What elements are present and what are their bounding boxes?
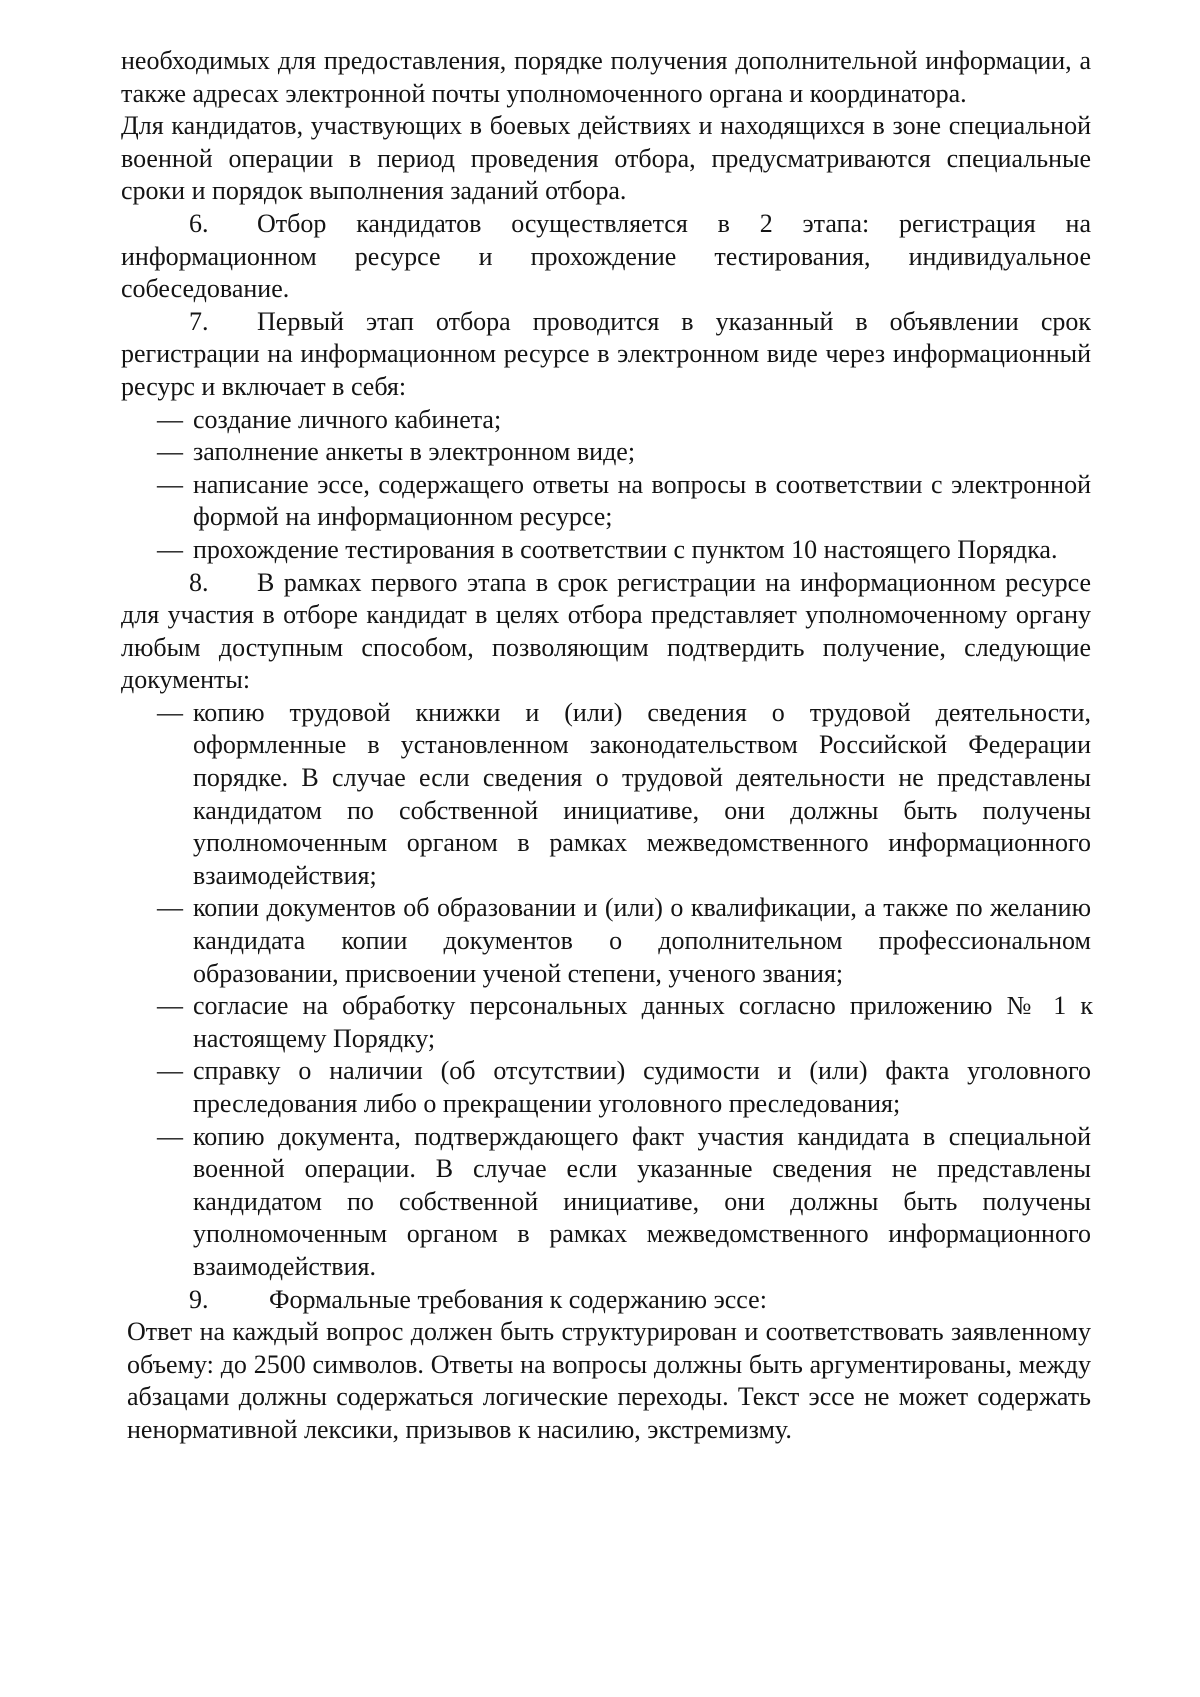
clause-8: [121, 567, 1091, 697]
clause-6-text: Отбор кандидатов осуществляется в 2 этапа: регистрация на информационном ресурсе и прохождение тестирования, индивидуальное собеседование.: [121, 208, 1091, 304]
clause-9: [121, 1284, 1091, 1317]
list-item: — написание эссе, содержащего ответы на вопросы в соответствии с электронной формой на информационном ресурсе;: [157, 469, 1091, 532]
essay-requirements-paragraph: Ответ на каждый вопрос должен быть структурирован и соответствовать заявленному объему: до 2500 символов. Ответы на вопросы должны быть аргументированы, между абзацами должны содержаться логические переходы. Текст эссе не может содержать ненормативной лексики, призывов к насилию, экстремизму.: [127, 1317, 1091, 1444]
dash-marker: —: [157, 991, 183, 1021]
list-item: — создание личного кабинета;: [193, 404, 1091, 437]
clause-7: [121, 306, 1091, 404]
clause-6-number: 6.: [189, 208, 209, 238]
dash-marker: —: [157, 697, 183, 727]
dash-marker: —: [157, 469, 183, 499]
list-item: — прохождение тестирования в соответствии с пунктом 10 настоящего Порядка.: [193, 534, 1091, 567]
clause-7-number: 7.: [189, 306, 209, 336]
list-item: — копии документов об образовании и (или) о квалификации, а также по желанию кандидата копии документов о дополнительном профессиональном образовании, присвоении ученой степени, ученого звания;: [157, 893, 1091, 988]
clause-9-number: 9.: [189, 1284, 209, 1314]
list-item: — справку о наличии (об отсутствии) судимости и (или) факта уголовного преследования либо о прекращении уголовного преследования;: [157, 1056, 1091, 1118]
intro-paragraph: необходимых для предоставления, порядке получения дополнительной информации, а также адресах электронной почты уполномоченного органа и координатора.: [121, 46, 1091, 108]
dash-marker: —: [157, 404, 183, 434]
clause-8-text: В рамках первого этапа в срок регистрации на информационном ресурсе для участия в отборе кандидат в целях отбора представляет уполномоченному органу любым доступным способом, позволяющим подтвердить получение, следующие документы:: [121, 567, 1091, 695]
clause-6: [121, 208, 1091, 306]
dash-marker: —: [157, 437, 183, 467]
dash-marker: —: [157, 534, 183, 564]
dash-marker: —: [157, 1056, 183, 1086]
svo-paragraph: Для кандидатов, участвующих в боевых действиях и находящихся в зоне специальной военной операции в период проведения отбора, предусматриваются специальные сроки и порядок выполнения заданий отбора.: [121, 111, 1091, 206]
dash-marker: —: [157, 1121, 183, 1151]
list-item: — заполнение анкеты в электронном виде;: [193, 436, 1091, 469]
document-body: [121, 45, 1091, 1447]
list-item: — копию трудовой книжки и (или) сведения о трудовой деятельности, оформленные в установленном законодательством Российской Федерации порядке. В случае если сведения о трудовой деятельности не представлены кандидатом по собственной инициативе, они должны быть получены уполномоченным органом в рамках межведомственного информационного взаимодействия;: [157, 697, 1091, 890]
clause-9-text: Формальные требования к содержанию эссе:: [269, 1284, 767, 1314]
clause-7-list: [121, 404, 1091, 567]
list-item: — копию документа, подтверждающего факт участия кандидата в специальной военной операции. В случае если указанные сведения не представлены кандидатом по собственной инициативе, они должны быть получены уполномоченным органом в рамках межведомственного информационного взаимодействия.: [157, 1121, 1091, 1281]
clause-7-text: Первый этап отбора проводится в указанный в объявлении срок регистрации на информационном ресурсе в электронном виде через информационный ресурс и включает в себя:: [121, 306, 1091, 401]
dash-marker: —: [157, 893, 183, 923]
clause-8-list: [121, 697, 1091, 1284]
list-item: — согласие на обработку персональных данных согласно приложению № 1 к настоящему Порядку;: [157, 991, 1093, 1053]
clause-8-number: 8.: [189, 567, 209, 597]
